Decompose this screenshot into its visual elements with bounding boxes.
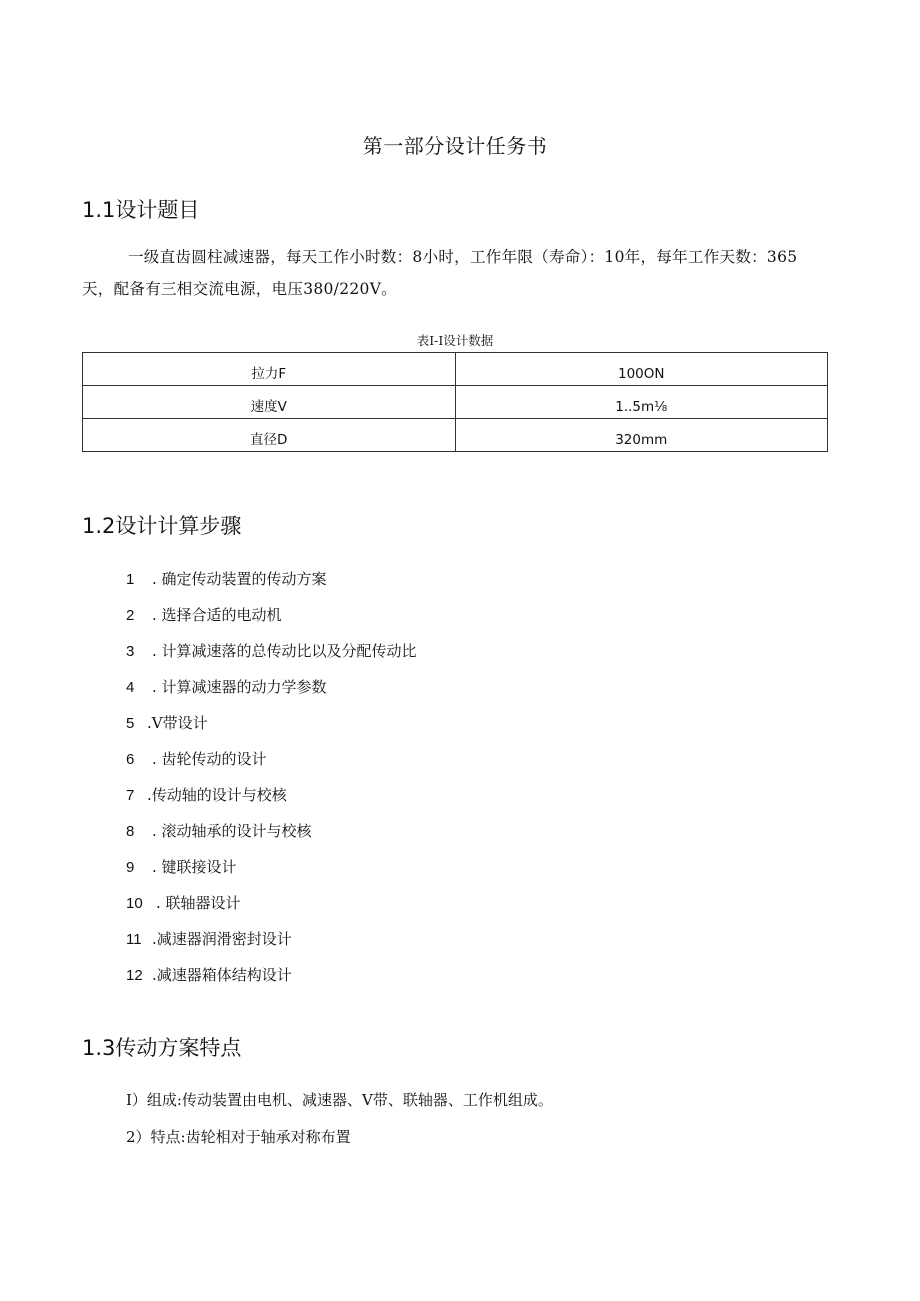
step-number: 9 bbox=[126, 859, 135, 876]
design-data-table bbox=[82, 352, 828, 452]
table-row bbox=[83, 419, 828, 452]
step-text: . 计算减速落的总传动比以及分配传动比 bbox=[152, 642, 417, 660]
step-number: 10 bbox=[126, 895, 143, 912]
table-cell-value: 1..5m⅛ bbox=[455, 386, 828, 419]
step-text: . 确定传动装置的传动方案 bbox=[152, 570, 327, 588]
feature-composition: I）组成:传动装置由电机、减速器、V带、联轴器、工作机组成。 bbox=[126, 1091, 553, 1109]
section-heading-design-topic: 1.1设计题目 bbox=[82, 198, 200, 222]
step-text: . 联轴器设计 bbox=[156, 894, 241, 912]
table-cell-value: 100ON bbox=[455, 353, 828, 386]
step-text: . 计算减速器的动力学参数 bbox=[152, 678, 327, 696]
table-row bbox=[83, 353, 828, 386]
step-text: .减速器箱体结构设计 bbox=[152, 966, 292, 984]
list-item bbox=[126, 601, 417, 637]
step-number: 6 bbox=[126, 751, 135, 768]
list-item bbox=[126, 961, 417, 997]
step-text: .减速器润滑密封设计 bbox=[152, 930, 292, 948]
step-text: . 滚动轴承的设计与校核 bbox=[152, 822, 312, 840]
table-cell-param: 直径D bbox=[83, 419, 456, 452]
list-item bbox=[126, 781, 417, 817]
list-item bbox=[126, 817, 417, 853]
step-number: 7 bbox=[126, 787, 135, 804]
list-item bbox=[126, 925, 417, 961]
list-item bbox=[126, 889, 417, 925]
step-text: . 选择合适的电动机 bbox=[152, 606, 282, 624]
step-number: 1 bbox=[126, 571, 135, 588]
step-number: 4 bbox=[126, 679, 135, 696]
step-number: 5 bbox=[126, 715, 135, 732]
list-item bbox=[126, 745, 417, 781]
table-caption: 表I-I设计数据 bbox=[416, 333, 494, 348]
list-item bbox=[126, 637, 417, 673]
calc-steps-list bbox=[126, 565, 417, 997]
design-topic-paragraph: 一级直齿圆柱减速器，每天工作小时数：8小时，工作年限（寿命）：10年，每年工作天数：365天，配备有三相交流电源，电压380/220V。 bbox=[82, 248, 798, 298]
list-item bbox=[126, 565, 417, 601]
step-number: 8 bbox=[126, 823, 135, 840]
table-cell-value: 320mm bbox=[455, 419, 828, 452]
step-number: 12 bbox=[126, 967, 143, 984]
table-row bbox=[83, 386, 828, 419]
step-text: . 齿轮传动的设计 bbox=[152, 750, 267, 768]
table-cell-param: 拉力F bbox=[83, 353, 456, 386]
step-number: 2 bbox=[126, 607, 135, 624]
document-title: 第一部分设计任务书 bbox=[362, 134, 548, 158]
table-cell-param: 速度V bbox=[83, 386, 456, 419]
step-text: . 键联接设计 bbox=[152, 858, 237, 876]
feature-characteristics: 2）特点:齿轮相对于轴承对称布置 bbox=[126, 1128, 351, 1146]
step-number: 3 bbox=[126, 643, 135, 660]
list-item bbox=[126, 673, 417, 709]
section-heading-transmission-features: 1.3传动方案特点 bbox=[82, 1036, 242, 1060]
step-number: 11 bbox=[126, 931, 142, 948]
step-text: .传动轴的设计与校核 bbox=[147, 786, 287, 804]
section-heading-calc-steps: 1.2设计计算步骤 bbox=[82, 514, 242, 538]
step-text: .V带设计 bbox=[147, 714, 208, 732]
list-item bbox=[126, 853, 417, 889]
list-item bbox=[126, 709, 417, 745]
